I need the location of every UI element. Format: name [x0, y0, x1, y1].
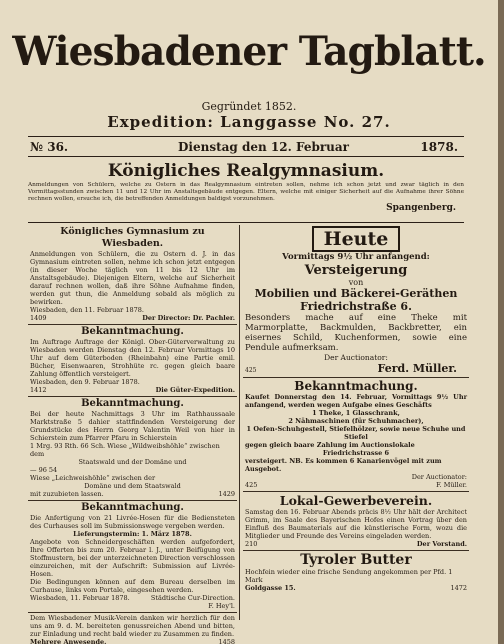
bek1-nr: 1412	[30, 386, 47, 394]
heute-nr: 425	[245, 367, 257, 374]
gymnasium-notice	[28, 225, 237, 325]
heute-title: Heute	[312, 226, 401, 252]
bek3-body1: Die Anfertigung von 21 Livrée-Hosen für die Bediensteten des Curhauses soll im Submissionswege vergeben werden.	[30, 514, 235, 530]
bek2-nr: 1429	[218, 490, 235, 498]
butter-title: Tyroler Butter	[300, 552, 412, 568]
page-edge	[498, 0, 504, 644]
bek1-title: Bekanntmachung.	[81, 326, 184, 337]
realgym-notice	[28, 160, 464, 213]
musik-signer: Mehrere Anwesende.	[30, 638, 107, 644]
heute-auction	[243, 225, 469, 378]
top-rule	[28, 136, 464, 137]
section-rule	[28, 222, 464, 223]
issue-year: 1878.	[420, 140, 458, 154]
lokal-signer: Der Vorstand.	[416, 540, 467, 548]
founded-line: Gegründet 1852.	[201, 100, 297, 113]
bek2-body: Bei der heute Nachmittags 3 Uhr im Rathhaussaale Marktstraße 5 dahier stattfindenden Versteigerung der Grundstücke des Herrn Georg Valentin Weil von hier in Schierstein zum Pfarrer Pfaru in Schierstein	[30, 410, 235, 442]
bek1-place: Wiesbaden, den 9. Februar 1878.	[30, 378, 140, 386]
bek4-item-2: 2 Nähmaschinen (für Schuhmacher),	[288, 417, 424, 425]
heute-body: Besonders mache auf eine Theke mit Marmorplatte, Backmulden, Backbretter, ein eisernes Schild, Kuchenformen, sowie eine Pendule aufmerksam.	[245, 313, 467, 353]
bek2-line2b: Wiese „Leichweishöhle“ zwischen der	[30, 474, 156, 482]
musik-nr: 1458	[218, 638, 235, 644]
realgym-signature: Spangenberg.	[386, 203, 456, 213]
lokal-nr: 210	[245, 540, 258, 548]
heute-role: Der Auctionator:	[324, 353, 388, 362]
bekanntmachung-2	[28, 397, 237, 501]
butter-nr: 1472	[450, 584, 467, 592]
butter-street: Goldgasse 15.	[245, 584, 296, 592]
bekanntmachung-1	[28, 325, 237, 397]
gymnasium-place: Wiesbaden, den 11. Februar 1878.	[30, 306, 144, 314]
tyroler-butter	[243, 551, 469, 593]
bek4-body2: gegen gleich baare Zahlung im Auctionslokale	[245, 441, 415, 449]
bek2-title: Bekanntmachung.	[81, 398, 184, 409]
bek3-line1: Lieferungstermin: 1. März 1878.	[73, 530, 192, 538]
bek3-signer2: F. Hey'l.	[208, 602, 235, 610]
bek1-signer: Die Güter-Expedition.	[155, 386, 235, 394]
bek3-body3: Die Bedingungen können auf dem Bureau derselben im Curhause, links vom Portale, eingesehen werden.	[30, 578, 235, 594]
right-column	[243, 225, 469, 593]
issue-rule	[28, 156, 464, 157]
bek4-item-1: 1 Theke, 1 Glasschrank,	[312, 409, 400, 417]
butter-body: Hochfein wieder eine frische Sendung angekommen per Pfd. 1 Mark	[245, 568, 453, 584]
bek2-line2c: Domäne und dem Staatswald	[84, 482, 181, 490]
bek3-signer: Städtische Cur-Direction.	[150, 594, 235, 602]
lokal-title: Lokal-Gewerbeverein.	[279, 493, 433, 508]
bek3-title: Bekanntmachung.	[81, 502, 184, 513]
realgym-title: Königliches Realgymnasium.	[107, 161, 385, 181]
gymnasium-title: Königliches Gymnasium zu Wiesbaden.	[60, 226, 205, 249]
lokal-body: Samstag den 16. Februar Abends präcis 8½ Uhr hält der Architect Grimm, im Saale des Bayerischen Hofes einen Vortrag über den Einfluß des Baumaterials auf die künstlerische Form, wozu die Mitglieder und Freunde des Vereins eingeladen werden.	[245, 508, 467, 540]
issue-number: № 36.	[30, 140, 69, 154]
bek1-body: Im Auftrage Auftrage der Königl. Ober-Güterverwaltung zu Wiesbaden werden Dienstag den 12. Februar Vormittags 10 Uhr auf dem Güterboden (Rheinbahn) eine Partie emil. Bücher, Eisenwaaren, Strohhüte rc. gegen gleich baare Zahlung öffentlich versteigert.	[30, 338, 235, 378]
expedition-line: Expedition: Langgasse No. 27.	[107, 113, 391, 131]
gymnasium-body: Anmeldungen von Schülern, die zu Ostern d. J. in das Gymnasium eintreten sollen, nehme ich schon jetzt entgegen (in dieser Woche täglich von 11 bis 12 Uhr im Anstaltsgebäude). Diejenigen Eltern, welche auf Sicherheit darauf rechnen wollen, daß ihre Söhne Aufnahme finden, werden gut thun, die Anmeldung sobald als möglich zu bewirken.	[30, 250, 235, 306]
heute-goods: Mobilien und Bäckerei-Geräthen	[254, 287, 458, 300]
column-divider	[239, 225, 240, 620]
bek4-street: Friedrichstrasse 6	[322, 449, 390, 457]
bek3-body2: Angebote von Schneidergeschäften werden aufgefordert, Ihre Offerten bis zum 20. Februar l. J., unter Beifügung von Stoffmustern, bei der unterzeichneten Direction verschlossen einzureichen, mit der Aufschrift: Submission auf Livrée-Hosen.	[30, 538, 235, 578]
heute-name: Ferd. Müller.	[377, 362, 457, 375]
musikverein-notice	[28, 613, 237, 644]
bek4-title: Bekanntmachung.	[294, 379, 418, 393]
bek4-body3: versteigert. NB. Es kommen 6 Kanarienvögel mit zum Ausgebot.	[245, 457, 442, 473]
bek3-place: Wiesbaden, 11. Februar 1878.	[30, 594, 130, 602]
bek2-line2a: — 96 54	[30, 466, 58, 474]
bek4-body: Kaufet Donnerstag den 14. Februar, Vormittags 9½ Uhr anfangend, werden wegen Aufgabe eines Geschäfts	[245, 393, 467, 409]
bekanntmachung-4	[243, 378, 469, 492]
bek4-item-3: 1 Oefen-Schuhgestell, Stiefelhölzer, sowie neue Schuhe und Stiefel	[246, 425, 466, 441]
gymnasium-director: Der Director: Dr. Pachler.	[142, 314, 235, 322]
bek4-name: F. Müller.	[436, 481, 467, 489]
bek2-foot: mit zuzubieten lassen.	[30, 490, 104, 498]
issue-date: Dienstag den 12. Februar	[178, 140, 349, 154]
bek2-line1b: Staatswald und der Domäne und	[78, 458, 187, 466]
masthead-title: Wiesbadener Tagblatt.	[12, 28, 486, 75]
left-column	[28, 225, 237, 644]
heute-street: Friedrichstraße 6.	[300, 300, 412, 313]
lokal-gewerbeverein	[243, 492, 469, 551]
bekanntmachung-3	[28, 501, 237, 613]
gymnasium-nr: 1409	[30, 314, 47, 322]
bek4-nr: 425	[245, 481, 258, 489]
heute-von: von	[348, 278, 364, 287]
bek2-line1a: 1 Mrg. 93 Rth. 66 Sch. Wiese „Wildweibshöhle“ zwischen dem	[30, 442, 220, 458]
bek4-role: Der Auctionator:	[411, 473, 467, 481]
musik-body: Dem Wiesbadener Musik-Verein danken wir herzlich für den uns am 9. d. M. bereiteten genussreichen Abend und bitten, zur Einladung und recht bald wieder zu Zusammen zu finden.	[30, 614, 235, 638]
heute-line: Vormittags 9½ Uhr anfangend:	[282, 252, 430, 262]
realgym-body: Anmeldungen von Schülern, welche zu Ostern in das Realgymnasium eintreten sollen, nehme ich schon jetzt und zwar täglich in den Vormittagsstunden zwischen 11 und 12 Uhr im Anstaltsgebäude entgegen. Eltern, welche mit einiger Sicherheit auf die Aufnahme ihrer Söhne rechnen wollen, ersuche ich, die betreffenden Anmeldungen baldigst vorzunehmen.	[28, 182, 464, 202]
heute-sub: Versteigerung	[304, 263, 408, 278]
